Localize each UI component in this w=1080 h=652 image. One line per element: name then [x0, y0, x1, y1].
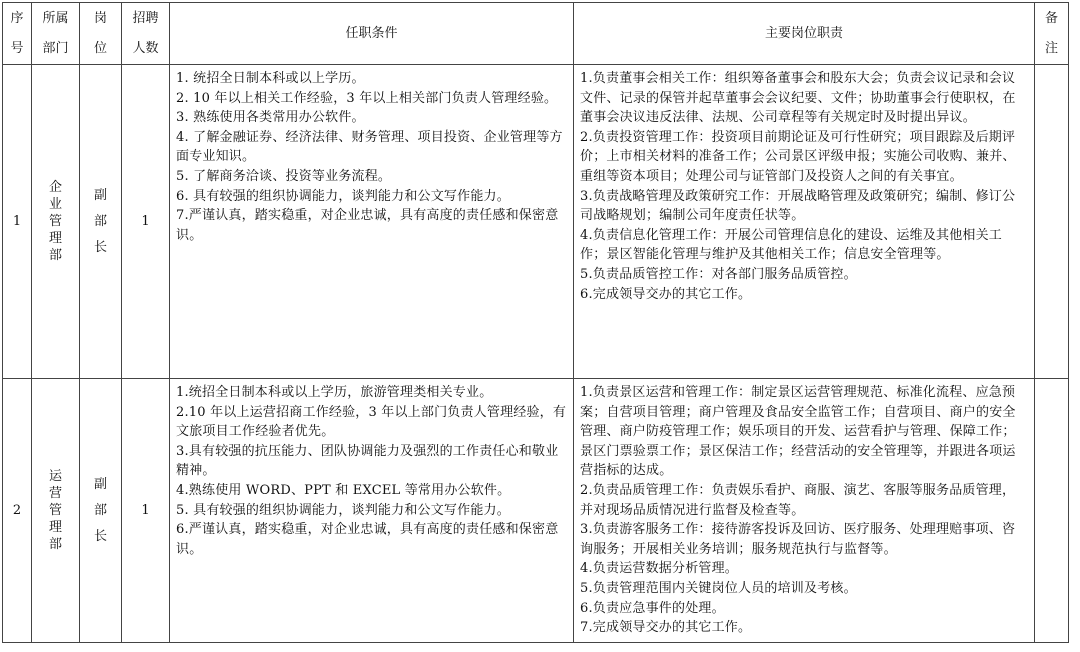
header-seq: 序 号 — [3, 3, 32, 65]
list-item: 6.负责应急事件的处理。 — [580, 600, 725, 616]
requirements-cell — [170, 379, 574, 643]
table-row — [3, 379, 1069, 643]
duties-cell — [574, 65, 1035, 379]
header-remarks: 备 注 — [1035, 3, 1069, 65]
list-item: 4.负责信息化管理工作：开展公司管理信息化的建设、运维及其他相关工作；景区智能化管理与维护及其他相关工作；信息安全管理等。 — [580, 227, 1003, 263]
list-item: 6.严谨认真，踏实稳重，对企业忠诚，具有高度的责任感和保密意识。 — [176, 522, 559, 557]
list-item: 4.负责运营数据分析管理。 — [580, 561, 739, 577]
list-item: 3. 熟练使用各类常用办公软件。 — [176, 110, 365, 126]
list-item: 5. 具有较强的组织协调能力，谈判能力和公文写作能力。 — [176, 502, 510, 518]
list-item: 5.负责品质管控工作：对各部门服务品质管控。 — [580, 266, 857, 282]
list-item: 4.熟练使用 WORD、PPT 和 EXCEL 等常用办公软件。 — [176, 482, 511, 498]
remarks-cell — [1035, 379, 1069, 643]
header-duties: 主要岗位职责 — [574, 3, 1035, 65]
header-requirements: 任职条件 — [170, 3, 574, 65]
count-cell: 1 — [122, 379, 170, 643]
header-position: 岗 位 — [80, 3, 122, 65]
header-count: 招聘 人数 — [122, 3, 170, 65]
duties-cell — [574, 379, 1035, 643]
header-dept: 所属 部门 — [32, 3, 80, 65]
list-item: 1.统招全日制本科或以上学历，旅游管理类相关专业。 — [176, 385, 493, 400]
seq-cell: 1 — [3, 65, 32, 379]
list-item: 6.完成领导交办的其它工作。 — [580, 286, 752, 302]
list-item: 2.负责投资管理工作：投资项目前期论证及可行性研究；项目跟踪及后期评价；上市相关材料的准备工作；公司景区评级申报；实施公司收购、兼并、重组等资本项目；处理公司与证管部门及投资人之间的有关事宜。 — [580, 129, 1016, 184]
list-item: 1.负责董事会相关工作：组织筹备董事会和股东大会；负责会议记录和会议文件、记录的保管并起草董事会会议纪要、文件；协助董事会行使职权，在董事会决议违反法律、法规、公司章程等有关规定时及时提出异议。 — [580, 71, 1016, 126]
list-item: 3.具有较强的抗压能力、团队协调能力及强烈的工作责任心和敬业精神。 — [176, 443, 559, 479]
dept-cell: 企业管理部 — [32, 65, 80, 379]
list-item: 5. 了解商务洽谈、投资等业务流程。 — [176, 168, 392, 184]
list-item: 3.负责战略管理及政策研究工作：开展战略管理及政策研究；编制、修订公司战略规划；编制公司年度责任状等。 — [580, 188, 1016, 224]
requirements-cell — [170, 65, 574, 379]
list-item: 5.负责管理范围内关键岗位人员的培训及考核。 — [580, 580, 857, 596]
count-cell: 1 — [122, 65, 170, 379]
requirements-list — [170, 65, 573, 249]
position-cell: 副部长 — [80, 65, 122, 379]
table-row — [3, 65, 1069, 379]
list-item: 2.10 年以上运营招商工作经验，3 年以上部门负责人管理经验，有文旅项目工作经验者优先。 — [176, 404, 567, 440]
duties-list — [574, 65, 1034, 308]
list-item: 7.严谨认真，踏实稳重，对企业忠诚，具有高度的责任感和保密意识。 — [176, 208, 559, 243]
table-header-row — [3, 3, 1069, 65]
position-cell: 副部长 — [80, 379, 122, 643]
recruitment-table — [2, 2, 1069, 643]
seq-cell: 2 — [3, 379, 32, 643]
list-item: 2. 10 年以上相关工作经验，3 年以上相关部门负责人管理经验。 — [176, 90, 558, 106]
list-item: 7.完成领导交办的其它工作。 — [580, 620, 752, 636]
list-item: 4. 了解金融证券、经济法律、财务管理、项目投资、企业管理等方面专业知识。 — [176, 129, 563, 165]
duties-list — [574, 379, 1034, 642]
requirements-list — [170, 379, 573, 563]
remarks-cell — [1035, 65, 1069, 379]
dept-cell: 运营管理部 — [32, 379, 80, 643]
list-item: 1.负责景区运营和管理工作：制定景区运营管理规范、标准化流程、应急预案；自营项目管理；商户管理及食品安全监管工作；自营项目、商户的安全管理、商户防疫管理工作；娱乐项目的开发、运营看护与管理、保障工作；景区门票验票工作；景区保洁工作；经营活动的安全管理等，并跟进各项运营指标的达成。 — [580, 385, 1016, 479]
list-item: 3.负责游客服务工作：接待游客投诉及回访、医疗服务、处理理赔事项、咨询服务；开展相关业务培训；服务规范执行与监督等。 — [580, 522, 1016, 557]
list-item: 2.负责品质管理工作：负责娱乐看护、商服、演艺、客服等服务品质管理，并对现场品质情况进行监督及检查等。 — [580, 482, 1016, 518]
list-item: 6. 具有较强的组织协调能力，谈判能力和公文写作能力。 — [176, 188, 510, 204]
list-item: 1. 统招全日制本科或以上学历。 — [176, 71, 365, 86]
